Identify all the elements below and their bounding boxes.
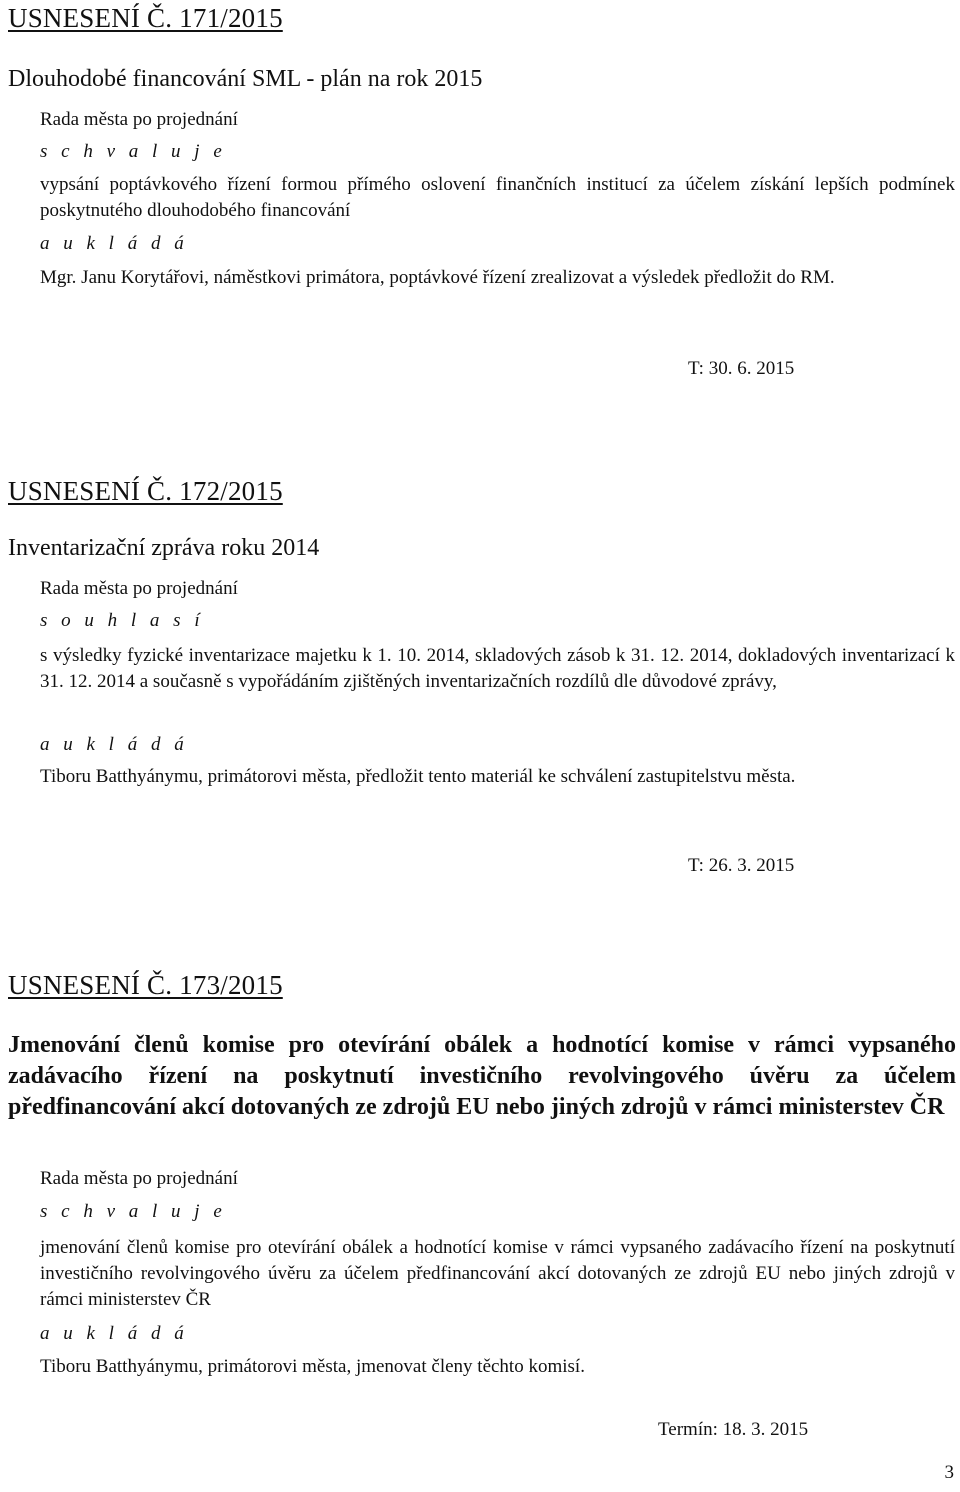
resolution-intro: Rada města po projednání [40,109,238,130]
resolution-intro: Rada města po projednání [40,578,238,599]
resolution-heading: USNESENÍ Č. 173/2015 [8,970,283,1000]
resolution-verb-approves: s c h v a l u j e [40,141,227,162]
resolution-approval-text: vypsání poptávkového řízení formou přímého oslovení finančních institucí za účelem získání lepších podmínek poskytnutého dlouhodobého financování [40,174,955,221]
resolution-assignment-text: Tiboru Batthyánymu, primátorovi města, jmenovat členy těchto komisí. [40,1356,585,1377]
resolution-heading: USNESENÍ Č. 172/2015 [8,476,283,506]
resolution-verb-assigns: a u k l á d á [40,233,189,254]
resolution-title: Dlouhodobé financování SML - plán na rok 2015 [8,66,483,92]
resolution-agreement-text: s výsledky fyzické inventarizace majetku k 1. 10. 2014, skladových zásob k 31. 12. 2014, dokladových inventarizací k 31. 12. 2014 a současně s vypořádáním zjištěných inventarizačních rozdílů dle důvodové zprávy, [40,645,955,692]
resolution-title: Jmenování členů komise pro otevírání obálek a hodnotící komise v rámci vypsaného zadávacího řízení na poskytnutí investičního revolvingového úvěru za účelem předfinancování akcí dotovaných ze zdrojů EU nebo jiných zdrojů v rámci ministerstev ČR [8,1032,956,1120]
resolution-intro: Rada města po projednání [40,1168,238,1189]
resolution-heading: USNESENÍ Č. 171/2015 [8,3,283,33]
resolution-verb-approves: s c h v a l u j e [40,1201,227,1222]
resolution-deadline: Termín: 18. 3. 2015 [658,1419,809,1440]
resolution-verb-assigns: a u k l á d á [40,1323,189,1344]
resolution-verb-agrees: s o u h l a s í [40,610,205,631]
resolution-verb-assigns: a u k l á d á [40,734,189,755]
resolution-approval-text: jmenování členů komise pro otevírání obálek a hodnotící komise v rámci vypsaného zadávacího řízení na poskytnutí investičního revolvingového úvěru za účelem předfinancování akcí dotovaných ze zdrojů EU nebo jiných zdrojů v rámci ministerstev ČR [40,1237,955,1310]
resolution-assignment-text: Tiboru Batthyánymu, primátorovi města, předložit tento materiál ke schválení zastupitelstvu města. [40,766,796,787]
resolution-deadline: T: 30. 6. 2015 [688,358,795,379]
resolution-assignment-text: Mgr. Janu Korytářovi, náměstkovi primátora, poptávkové řízení zrealizovat a výsledek předložit do RM. [40,267,835,288]
resolution-deadline: T: 26. 3. 2015 [688,855,795,876]
resolution-title: Inventarizační zpráva roku 2014 [8,535,320,561]
page-number: 3 [944,1462,954,1483]
